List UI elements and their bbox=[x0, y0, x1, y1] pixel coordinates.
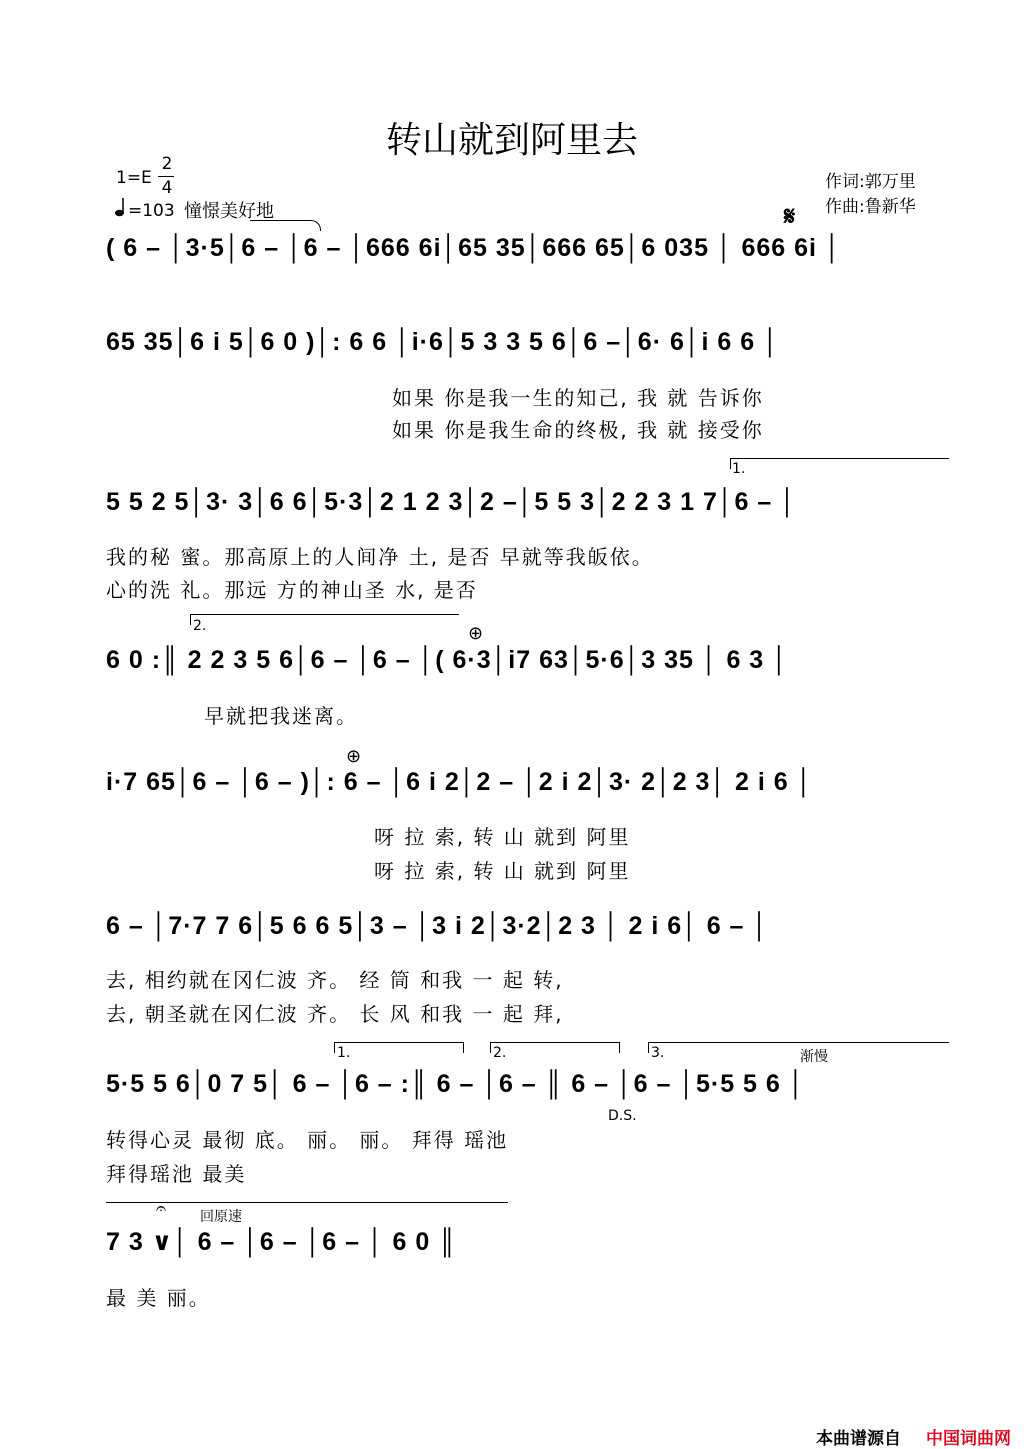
segno-icon: 𝄋 bbox=[784, 202, 796, 232]
volta-label: 1. bbox=[732, 461, 746, 477]
time-signature-line bbox=[158, 176, 174, 177]
lyric-line: 拜得瑶池 最美 bbox=[106, 1162, 247, 1186]
source-label: 本曲谱源自 bbox=[816, 1429, 901, 1449]
time-signature-top: 2 bbox=[161, 154, 173, 174]
lyric-line: 呀 拉 索, 转 山 就到 阿里 bbox=[374, 825, 631, 849]
lyric-line: 我的秘 蜜。那高原上的人间净 土, 是否 早就等我皈依。 bbox=[106, 545, 654, 569]
volta-label: 3. bbox=[651, 1045, 665, 1061]
quarter-note-icon bbox=[114, 196, 128, 216]
score-row-3 bbox=[106, 482, 956, 522]
lyric-line: 去, 相约就在冈仁波 齐。 经 筒 和我 一 起 转, bbox=[106, 968, 564, 992]
time-signature-bottom: 4 bbox=[161, 178, 173, 198]
key-signature: 1=E bbox=[116, 168, 152, 188]
expression-marking: 憧憬美好地 bbox=[184, 201, 274, 222]
notation-line: ( 6 – │3·5│6 – │6 – │666 6i│65 35│666 65│6 035 │ 666 6i │ bbox=[106, 234, 842, 262]
notation-line: 5 5 2 5│3· 3│6 6│5·3│2 1 2 3│2 –│5 5 3│2 2 3 1 7│6 – │ bbox=[106, 488, 797, 516]
score-row-5 bbox=[106, 762, 956, 802]
lyricist-credit: 作词:郭万里 bbox=[825, 172, 916, 192]
volta-bracket bbox=[334, 1042, 464, 1053]
notation-line: 7 3 ∨│ 6 – │6 – │6 – │ 6 0 ║ bbox=[106, 1228, 457, 1256]
source-site-link[interactable]: 中国词曲网 bbox=[926, 1429, 1011, 1449]
notation-line: 65 35│6 i 5│6 0 )│: 6 6 │i·6│5 3 3 5 6│6 –│6· 6│i 6 6 │ bbox=[106, 328, 780, 356]
lyric-line: 如果 你是我生命的终极, 我 就 接受你 bbox=[392, 418, 764, 442]
lyric-line: 心的洗 礼。那远 方的神山圣 水, 是否 bbox=[106, 578, 478, 602]
lyric-line: 呀 拉 索, 转 山 就到 阿里 bbox=[374, 859, 631, 883]
volta-bracket bbox=[730, 458, 949, 469]
lyric-line: 如果 你是我一生的知己, 我 就 告诉你 bbox=[392, 386, 764, 410]
fermata-icon: 𝄐 bbox=[156, 1198, 167, 1219]
score-row-4 bbox=[106, 640, 956, 680]
volta-bracket bbox=[490, 1042, 620, 1053]
volta-label: 1. bbox=[337, 1045, 351, 1061]
volta-label: 2. bbox=[193, 618, 207, 634]
slur bbox=[250, 220, 321, 231]
page-title: 转山就到阿里去 bbox=[385, 120, 638, 161]
composer-credit: 作曲:鲁新华 bbox=[825, 197, 916, 217]
lyric-line: 早就把我迷离。 bbox=[204, 704, 358, 728]
lyric-line: 转得心灵 最彻 底。 丽。 丽。 拜得 瑶池 bbox=[106, 1128, 509, 1152]
tempo-marking: =103 bbox=[128, 201, 175, 221]
lyric-line: 最 美 丽。 bbox=[106, 1286, 211, 1310]
score-row-2 bbox=[106, 322, 956, 362]
volta-bracket bbox=[190, 614, 459, 625]
notation-line: 6 – │7·7 7 6│5 6 6 5│3 – │3 i 2│3·2│2 3 │ 2 i 6│ 6 – │ bbox=[106, 912, 770, 940]
score-row-6 bbox=[106, 906, 956, 946]
notation-line: 6 0 :║ 2 2 3 5 6│6 – │6 – │( 6·3│i7 63│5·6│3 35 │ 6 3 │ bbox=[106, 646, 789, 674]
score-row-8 bbox=[106, 1222, 956, 1262]
coda-icon: ⊕ bbox=[468, 623, 484, 644]
volta-bracket bbox=[648, 1042, 949, 1053]
a-tempo-marking: 回原速 bbox=[200, 1209, 242, 1225]
ritardando-marking: 渐慢 bbox=[800, 1049, 828, 1065]
notation-line: 5·5 5 6│0 7 5│ 6 – │6 – :║ 6 – │6 – ║ 6 – │6 – │5·5 5 6 │ bbox=[106, 1070, 806, 1098]
volta-label: 2. bbox=[493, 1045, 507, 1061]
dal-segno-marking: D.S. bbox=[608, 1108, 637, 1124]
score-row-7 bbox=[106, 1064, 956, 1104]
coda-icon: ⊕ bbox=[346, 746, 362, 767]
notation-line: i·7 65│6 – │6 – )│: 6 – │6 i 2│2 – │2 i 2│3· 2│2 3│ 2 i 6 │ bbox=[106, 768, 814, 796]
score-row-1 bbox=[106, 228, 956, 268]
lyric-line: 去, 朝圣就在冈仁波 齐。 长 风 和我 一 起 拜, bbox=[106, 1002, 564, 1026]
phrase-line bbox=[106, 1202, 508, 1203]
